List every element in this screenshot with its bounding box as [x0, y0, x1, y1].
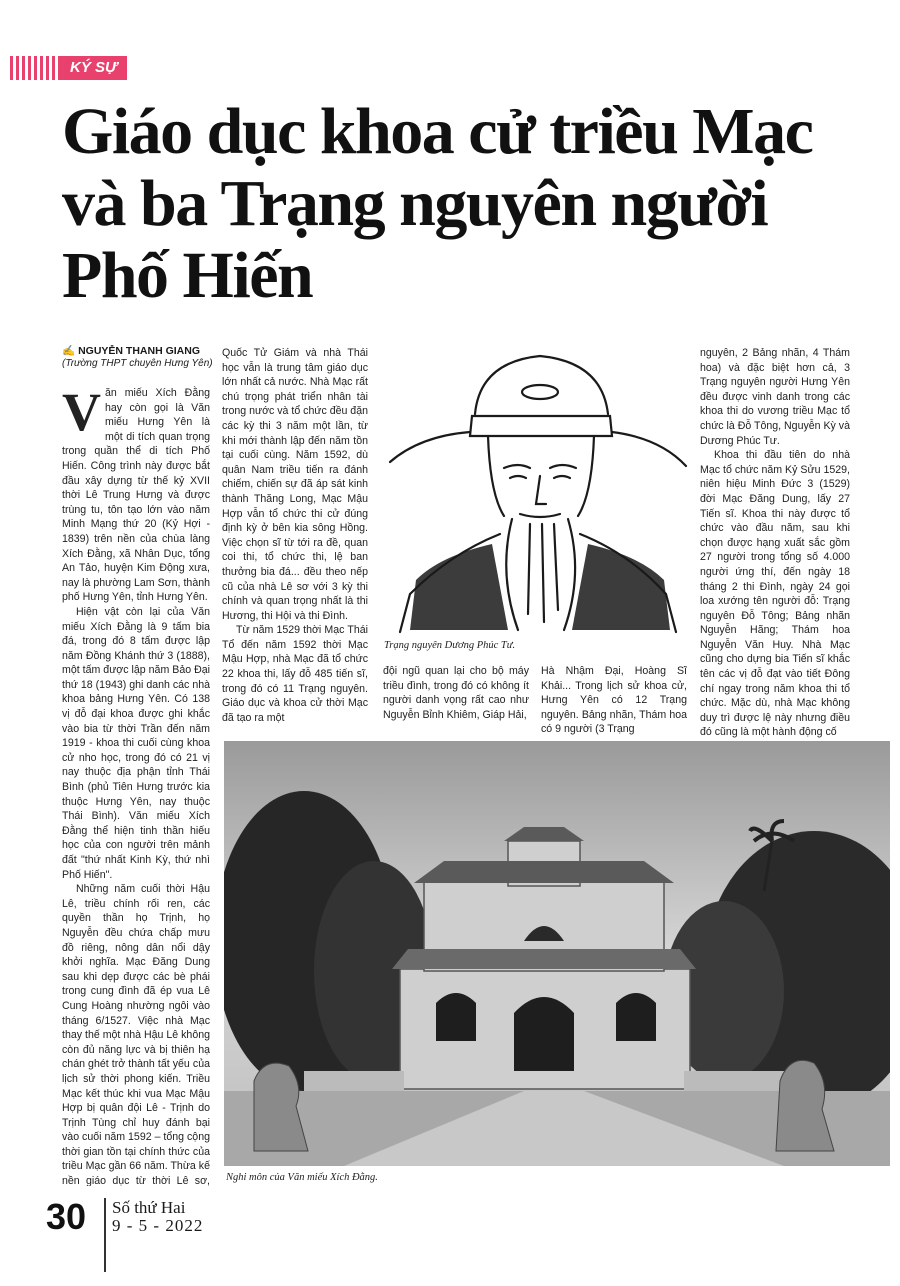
column-2: [222, 346, 368, 730]
paragraph: Từ năm 1529 thời Mạc Thái Tổ đến năm 1592 thời Mạc Mậu Hợp, nhà Mạc đã tổ chức 22 khoa thi, lấy đỗ 485 tiến sĩ, trong đó có 11 Trạng nguyên. Giáo dục và khoa cử thời Mạc đã tạo ra một: [222, 624, 368, 724]
paragraph: Hà Nhậm Đại, Hoàng Sĩ Khải... Trong lịch sử khoa cử, Hưng Yên có 12 Trạng nguyên. Bảng nhãn, Thám hoa có 9 người (3 Trạng: [541, 665, 687, 736]
page-number: 30: [46, 1196, 87, 1237]
headline: Giáo dục khoa cử triều Mạc và ba Trạng nguyên người Phố Hiến: [62, 95, 813, 312]
column-3: [383, 664, 529, 738]
issue-date: 9 - 5 - 2022: [112, 1216, 204, 1235]
paragraph: đội ngũ quan lại cho bộ máy triều đình, trong đó có không ít người danh vọng rất cao như Nguyễn Bỉnh Khiêm, Giáp Hải,: [383, 665, 529, 721]
portrait-sketch-image: [380, 344, 692, 634]
author-byline: [62, 344, 200, 357]
paragraph: Những năm cuối thời Hậu Lê, triều chính rối ren, các quyền thần họ Trịnh, họ Nguyễn đều chứa chấp mưu đồ riêng, nông dân nổi dậy khởi nghĩa. Mạc Đăng Dung sau khi dẹp được các bè phái trong cung đình đã ép vua Lê Cung Hoàng nhường ngôi vào tháng 6/1527. Việc nhà Mạc thay thế một nhà Hậu Lê không còn đủ năng lực và bị thiên hạ chán ghét trở thành tất yếu của lịch sử thời phong kiến. Triều Mạc kết thúc khi vua Mạc Mậu Hợp bị quân đội Lê - Trịnh do Trịnh Tùng chỉ huy đánh bại vào cuối năm 1592 – tổng cộng thời gian tồn tại chính thức của triều Mạc gần 66 năm. Thừa kế nền giáo dục từ thời Lê sơ,: [62, 883, 210, 1186]
section-tag-stripes: [10, 56, 60, 80]
paragraph: Văn miếu Xích Đằng hay còn gọi là Văn miếu Hưng Yên là một di tích quan trọng trong quần thể di tích Phố Hiến. Công trình này được bắt đầu xây dựng từ thế kỷ XVII thời Lê Trung Hưng và được trùng tu, tôn tạo lớn vào năm Minh Mạng thứ 20 (Kỷ Hợi - 1839) trên nền của chùa làng Xích Đằng, xã Nhân Dục, tổng An Tảo, huyện Kim Động xưa, nay là phường Lam Sơn, thành phố Hưng Yên, tỉnh Hưng Yên.: [62, 386, 210, 604]
paragraph: Quốc Tử Giám và nhà Thái học vẫn là trung tâm giáo dục lớn nhất cả nước. Nhà Mạc rất chú trọng phát triển nhân tài trong nước và tổ chức đều đặn các kỳ thi 3 năm một lần, từ khi mới thành lập đến năm tồn tại cuối cùng. Năm 1592, dù quân Nam triều tiến ra đánh chiếm, chiến sự đã áp sát kinh thành Thăng Long, Mạc Mậu Hợp vẫn tổ chức thi cử đúng định kỳ ở bên kia sông Hồng. Việc chọn sĩ từ tới ra đề, quan coi thi, tổ chức thi, lệ ban thưởng bia đá... đều theo nếp cũ của nhà Lê sơ với 3 kỳ thi chính và quan trọng nhất là thi Hương, thi Hội và thi Đình.: [222, 347, 368, 622]
pen-icon: ✍: [62, 345, 76, 357]
drop-cap: V: [62, 386, 101, 442]
footer-divider: [104, 1198, 106, 1272]
column-1: [62, 386, 210, 1186]
paragraph: nguyên, 2 Bảng nhãn, 4 Thám hoa) và đặc biệt hơn cả, 3 Trạng nguyên người Hưng Yên đều được vinh danh trong các khoa thi do vương triều Mạc tổ chức là Đỗ Tông, Nguyễn Kỳ và Dương Phúc Tư.: [700, 347, 850, 447]
author-name: NGUYỄN THANH GIANG: [78, 345, 200, 357]
column-5: [700, 346, 850, 738]
portrait-caption: Trạng nguyên Dương Phúc Tư.: [384, 640, 516, 651]
photo-caption: Nghi môn của Văn miếu Xích Đằng.: [226, 1172, 378, 1183]
temple-gate-photo: [224, 741, 890, 1166]
paragraph: Hiện vật còn lại của Văn miếu Xích Đằng là 9 tấm bia đá, trong đó 8 tấm được lập năm Đồng Khánh thứ 3 (1888), một tấm được lập năm Bảo Đại thứ 18 (1943) ghi danh các nhà khoa bảng Hưng Yên. Có 138 vị đỗ đại khoa được ghi khắc vào bia từ thời Trần đến năm 1919 - khoa thi cuối cùng khoa cử nho học, trong đó có 21 vị nay thuộc địa phận tỉnh Thái Bình (phủ Tiên Hưng trước kia thuộc Hưng Yên, nay thuộc Thái Bình). Văn miếu Xích Đằng thể hiện tinh thần hiếu học của con người trên mảnh đất "thứ nhất Kinh Kỳ, thứ nhì Phố Hiến".: [62, 605, 210, 881]
section-tag: KÝ SỰ: [60, 56, 127, 80]
author-affiliation: (Trường THPT chuyên Hưng Yên): [62, 358, 213, 369]
column-4: [541, 664, 687, 738]
issue-label: Số thứ Hai: [112, 1198, 186, 1217]
paragraph: Khoa thi đầu tiên do nhà Mạc tổ chức năm Kỷ Sửu 1529, niên hiệu Minh Đức 3 (1529) đời Mạc Đăng Dung, lấy 27 Tiến sĩ. Khoa thi này được tổ chức vào đầu năm, sau khi chọn được hạng xuất sắc gồm 27 người trong tổng số 4.000 người ứng thí, đến ngày 18 tháng 2 thi Đình, ngày 24 gọi loa xướng tên người đỗ: Trạng nguyên Đỗ Tông; Bảng nhãn Nguyễn Hãng; Thám hoa Nguyễn Văn Huy. Nhà Mạc cũng cho dựng bia Tiến sĩ khắc tên các vị đỗ đạt vào tiết Đông chí ngay trong năm khoa thi tổ chức. Mặc dù, nhà Mạc không duy trì được lệ này nhưng điều đó cũng là một hành động cố: [700, 449, 850, 738]
